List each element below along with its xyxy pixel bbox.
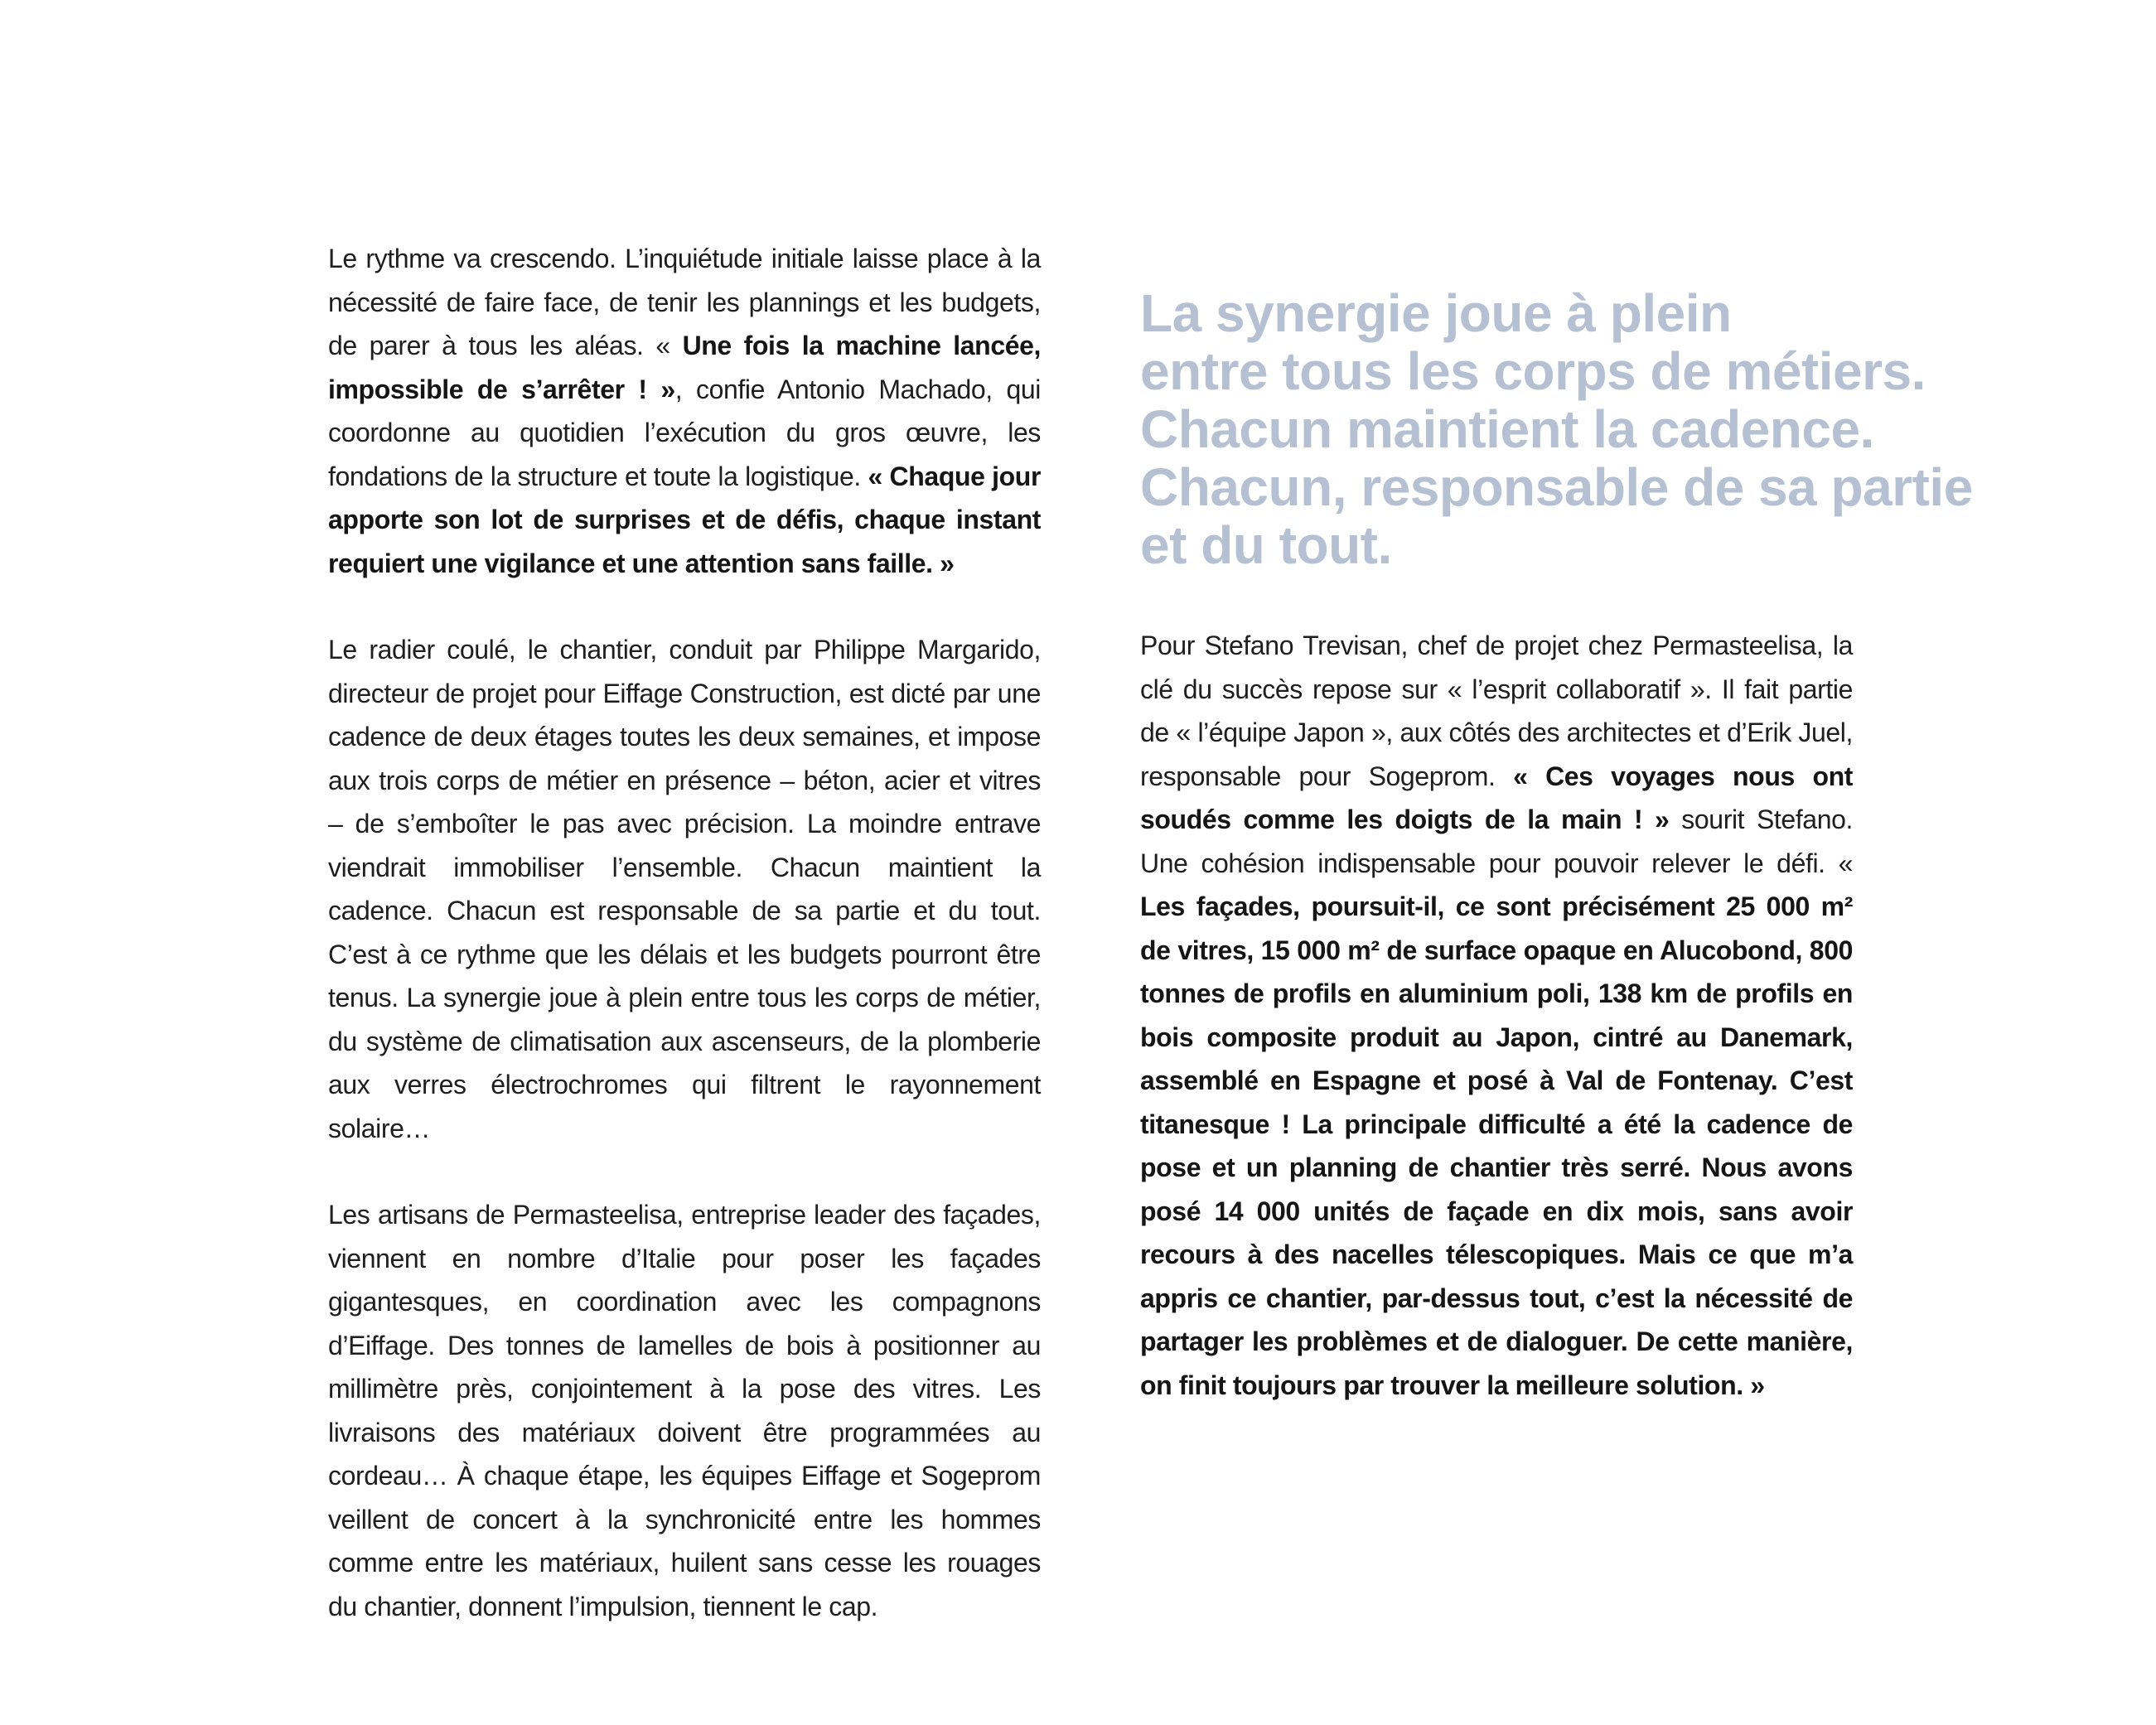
paragraph-radier: Le radier coulé, le chantier, conduit par Philippe Margarido, directeur de projet pour Eiffage Construction, est dicté par une cadence de deux étages toutes les deux semaines, et impose aux trois corps de métier en présence – béton, acier et vitres – de s’emboîter le pas avec précision. La moindre entrave viendrait immobiliser l’ensemble. Chacun maintient la cadence. Chacun est responsable de sa partie et du tout. C’est à ce rythme que les délais et les budgets pourront être tenus. La synergie joue à plein entre tous les corps de métier, du système de climatisation aux ascenseurs, de la plomberie aux verres électrochromes qui filtrent le rayonnement solaire… [328, 635, 1041, 1143]
pull-quote-line: La synergie joue à plein [1140, 283, 1732, 343]
quote-bold: « Chaque jour apporte son lot de surprises et de défis, chaque instant requiert une vigilance et une attention sans faille. » [328, 461, 1041, 578]
text-segment: sourit Stefano. Une cohésion indispensable pour pouvoir relever le défi. « [1140, 805, 1853, 878]
paragraph-stefano [1140, 624, 1853, 1407]
text-segment: , confie Antonio Machado, qui coordonne au quotidien l’exécution du gros œuvre, les fondations de la structure et toute la logistique. [328, 374, 1041, 491]
left-column [328, 237, 1041, 1671]
pull-quote-line: entre tous les corps de métiers. [1140, 341, 1926, 401]
pull-quote-line: Chacun maintient la cadence. [1140, 399, 1874, 459]
quote-bold: Les façades, poursuit-il, ce sont précisément 25 000 m² de vitres, 15 000 m² de surface opaque en Alucobond, 800 tonnes de profils en aluminium poli, 138 km de profils en bois composite produit au Japon, cintré au Danemark, assemblé en Espagne et posé à Val de Fontenay. C’est titanesque ! La principale difficulté a été la cadence de pose et un planning de chantier très serré. Nous avons posé 14 000 unités de façade en dix mois, sans avoir recours à des nacelles télescopiques. Mais ce que m’a appris ce chantier, par-dessus tout, c’est la nécessité de partager les problèmes et de dialoguer. De cette manière, on finit toujours par trouver la meilleure solution. » [1140, 891, 1853, 1400]
pull-quote-line: Chacun, responsable de sa partie [1140, 457, 1973, 517]
pull-quote [1140, 283, 1973, 575]
paragraph-artisans: Les artisans de Permasteelisa, entreprise leader des façades, viennent en nombre d’Italie pour poser les façades gigantesques, en coordination avec les compagnons d’Eiffage. Des tonnes de lamelles de bois à positionner au millimètre près, conjointement à la pose des vitres. Les livraisons des matériaux doivent être programmées au cordeau… À chaque étape, les équipes Eiffage et Sogeprom veillent de concert à la synchronicité entre les hommes comme entre les matériaux, huilent sans cesse les rouages du chantier, donnent l’impulsion, tiennent le cap. [328, 1200, 1041, 1621]
text-segment: Pour Stefano Trevisan, chef de projet chez Permasteelisa, la clé du succès repose sur « l’esprit collaboratif ». Il fait partie de « l’équipe Japon », aux côtés des architectes et d’Erik Juel, responsable pour Sogeprom. [1140, 631, 1853, 791]
pull-quote-line: et du tout. [1140, 515, 1392, 575]
right-column [1140, 283, 1973, 1450]
text-segment: Le rythme va crescendo. L’inquiétude initiale laisse place à la nécessité de faire face, de tenir les plannings et les budgets, de parer à tous les aléas. « [328, 244, 1041, 360]
paragraph-rythme [328, 237, 1041, 585]
quote-bold: Une fois la machine lancée, impossible de s’arrêter ! » [328, 331, 1042, 404]
quote-bold: « Ces voyages nous ont soudés comme les doigts de la main ! » [1140, 761, 1854, 834]
